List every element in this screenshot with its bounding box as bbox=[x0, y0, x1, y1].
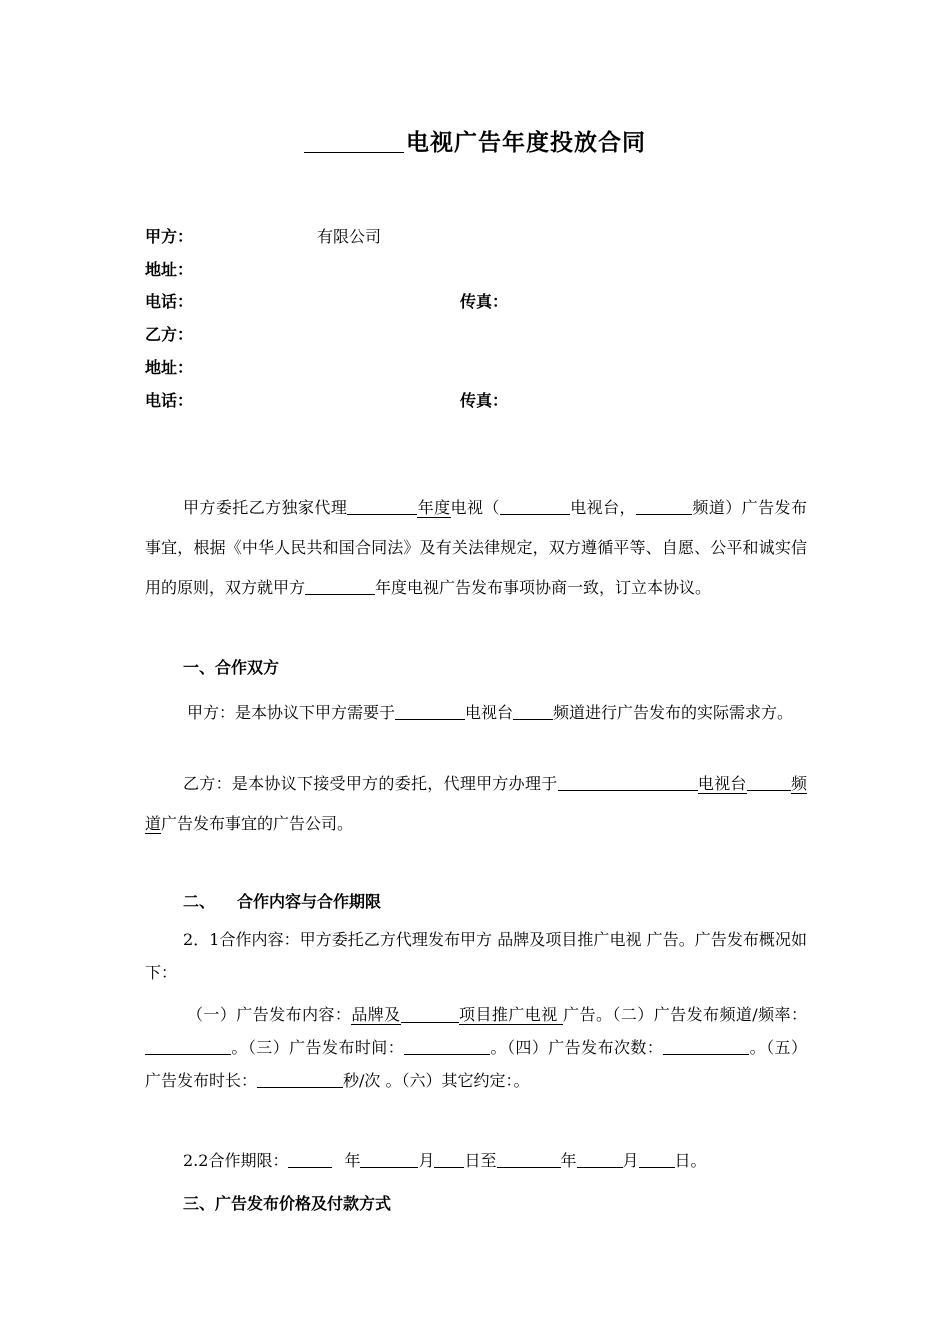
s2-term-month-1: 月 bbox=[418, 1151, 435, 1170]
intro-text-3: 电视（ bbox=[450, 498, 500, 517]
s2-term-label: 2.2合作期限： bbox=[183, 1151, 289, 1170]
intro-text-1: 甲方委托乙方独家代理 bbox=[183, 498, 348, 517]
intro-blank-2 bbox=[500, 497, 570, 515]
term-end-day-blank bbox=[639, 1150, 675, 1168]
intro-paragraph bbox=[145, 488, 807, 608]
intro-text-6: 年度电视广告发布事项协商一致，订立本协议。 bbox=[375, 578, 712, 597]
s1-b-channel-underlined: 频道 bbox=[145, 774, 807, 833]
s1-b-text-4: 广告发布事宜的广告公司。 bbox=[161, 814, 354, 833]
section-2-overview-paragraph bbox=[145, 998, 807, 1097]
s2-term-year-1: 年 bbox=[344, 1151, 361, 1170]
s1-a-text-3: 频道进行广告发布的实际需求方。 bbox=[553, 703, 794, 722]
section-2-title: 合作内容与合作期限 bbox=[237, 892, 382, 911]
intro-blank-4 bbox=[305, 577, 375, 595]
party-a-company: 有限公司 bbox=[317, 227, 382, 246]
party-a-phone-label: 电话： bbox=[145, 292, 194, 311]
section-1-party-a-desc bbox=[145, 693, 807, 733]
section-2-term-line bbox=[183, 1148, 707, 1171]
s1-b-blank-2 bbox=[747, 773, 791, 791]
section-2-content-paragraph: 2．1合作内容：甲方委托乙方代理发布甲方 品牌及项目推广电视 广告。广告发布概况如下： bbox=[145, 930, 807, 982]
section-2-heading bbox=[183, 889, 381, 912]
s2-brand-blank bbox=[401, 1005, 459, 1023]
document-title bbox=[0, 124, 950, 157]
s2-count-blank bbox=[663, 1037, 749, 1055]
s1-a-blank-2 bbox=[513, 702, 553, 720]
section-2-number: 二、 bbox=[183, 892, 216, 911]
s2-brand-underlined: 品牌及 bbox=[351, 1005, 401, 1024]
title-text: 电视广告年度投放合同 bbox=[406, 130, 646, 156]
s2-project-underlined: 项目推广电视 bbox=[458, 1005, 564, 1024]
term-end-year-blank bbox=[497, 1150, 561, 1168]
s1-b-blank-1 bbox=[558, 773, 698, 791]
s2-term-month-2: 月 bbox=[622, 1151, 639, 1170]
s2-overview-text-4: 广告。（二）广告发布频道/频率： bbox=[563, 1005, 807, 1024]
s2-time-blank bbox=[404, 1037, 490, 1055]
s1-a-text-1: 甲方：是本协议下甲方需要于 bbox=[187, 703, 396, 722]
intro-blank-3 bbox=[636, 497, 692, 515]
s1-a-blank-1 bbox=[395, 702, 465, 720]
section-1-party-b-desc bbox=[145, 764, 807, 844]
party-b-address-label: 地址： bbox=[145, 358, 194, 377]
s2-term-year-2: 年 bbox=[560, 1151, 577, 1170]
s2-channel-blank bbox=[145, 1037, 231, 1055]
s2-overview-text-5: 。（三）广告发布时间： bbox=[231, 1038, 405, 1057]
s1-b-tv-station-underlined: 电视台 bbox=[697, 774, 747, 793]
party-b-fax-label: 传真： bbox=[460, 391, 509, 410]
section-1-heading: 一、合作双方 bbox=[183, 658, 280, 677]
s2-duration-blank bbox=[257, 1070, 343, 1088]
s2-overview-text-7: 。（五）广告发布时长： bbox=[145, 1038, 807, 1090]
s1-a-text-2: 电视台 bbox=[465, 703, 514, 722]
party-a-fax-label: 传真： bbox=[460, 292, 509, 311]
intro-text-5: 频道）广告发布事宜，根据《中华人民共和国合同法》及有关法律规定，双方遵循平等、自愿、公平和诚实信用的原则，双方就甲方 bbox=[145, 498, 807, 597]
party-b-phone-label: 电话： bbox=[145, 391, 194, 410]
s2-overview-text-6: 。（四）广告发布次数： bbox=[490, 1038, 664, 1057]
s2-overview-text-8: 秒/次 。（六）其它约定：。 bbox=[343, 1071, 530, 1090]
s2-overview-text-1: （一）广告发布内容： bbox=[187, 1005, 352, 1024]
title-blank bbox=[304, 128, 404, 153]
term-end-month-blank bbox=[577, 1150, 623, 1168]
s2-term-day-1: 日至 bbox=[464, 1151, 497, 1170]
term-start-year-blank bbox=[288, 1150, 332, 1168]
intro-blank-1 bbox=[347, 497, 417, 515]
intro-text-4: 电视台， bbox=[569, 498, 636, 517]
s1-b-text-1: 乙方：是本协议下接受甲方的委托，代理甲方办理于 bbox=[183, 774, 558, 793]
s2-term-day-2: 日。 bbox=[674, 1151, 707, 1170]
party-a-address-label: 地址： bbox=[145, 260, 194, 279]
term-start-day-blank bbox=[434, 1150, 464, 1168]
party-b-label: 乙方： bbox=[145, 325, 194, 344]
term-start-month-blank bbox=[360, 1150, 418, 1168]
party-a-label: 甲方： bbox=[145, 227, 194, 246]
section-3-heading: 三、广告发布价格及付款方式 bbox=[183, 1194, 392, 1213]
intro-year-underlined: 年度 bbox=[417, 498, 451, 517]
